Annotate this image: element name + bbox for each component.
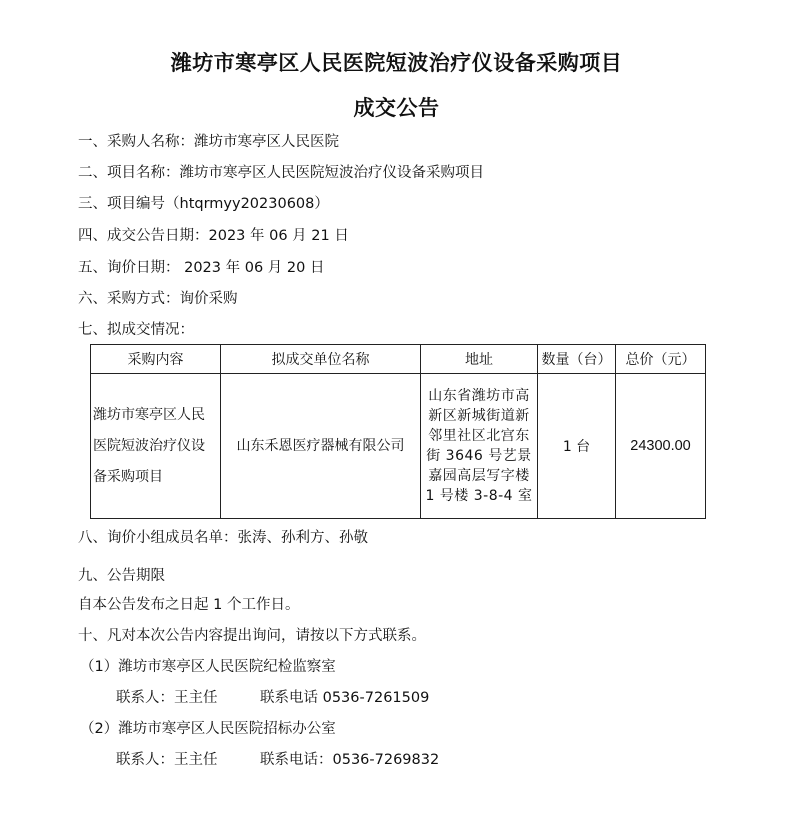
header-address: 地址 bbox=[421, 345, 538, 374]
cell-address: 山东省潍坊市高新区新城街道新邻里社区北宫东街 3646 号艺景嘉园高层写字楼 1 号楼 3-8-4 室 bbox=[421, 374, 538, 519]
contact-org-1: （1）潍坊市寒亭区人民医院纪检监察室 bbox=[80, 659, 336, 675]
header-vendor-name: 拟成交单位名称 bbox=[221, 345, 421, 374]
cell-procurement-content: 潍坊市寒亭区人民医院短波治疗仪设备采购项目 bbox=[91, 374, 221, 519]
announcement-date-line: 四、成交公告日期：2023 年 06 月 21 日 bbox=[78, 228, 349, 244]
procurement-method-line: 六、采购方式：询价采购 bbox=[78, 291, 238, 307]
header-total-price: 总价（元） bbox=[616, 345, 706, 374]
contact-person-1: 联系人：王主任 bbox=[116, 690, 218, 706]
contact-person-2: 联系人：王主任 bbox=[116, 752, 218, 768]
cell-total-price: 24300.00 bbox=[616, 374, 706, 519]
contact-info-heading: 十、凡对本次公告内容提出询问，请按以下方式联系。 bbox=[78, 628, 426, 644]
cell-quantity: 1 台 bbox=[538, 374, 616, 519]
table-row bbox=[91, 374, 706, 519]
notice-period-heading: 九、公告期限 bbox=[78, 568, 165, 584]
header-quantity: 数量（台） bbox=[538, 345, 616, 374]
contact-org-2: （2）潍坊市寒亭区人民医院招标办公室 bbox=[80, 721, 336, 737]
inquiry-date-line: 五、询价日期： 2023 年 06 月 20 日 bbox=[78, 260, 325, 276]
contact-phone-1: 联系电话 0536-7261509 bbox=[260, 690, 430, 706]
project-name-line: 二、项目名称：潍坊市寒亭区人民医院短波治疗仪设备采购项目 bbox=[78, 165, 484, 181]
document-title: 潍坊市寒亭区人民医院短波治疗仪设备采购项目 bbox=[170, 50, 623, 75]
contact-phone-2: 联系电话：0536-7269832 bbox=[260, 752, 440, 768]
purchaser-name-line: 一、采购人名称：潍坊市寒亭区人民医院 bbox=[78, 134, 339, 150]
project-number-line: 三、项目编号（htqrmyy20230608） bbox=[78, 196, 329, 212]
transaction-table bbox=[90, 344, 706, 519]
notice-period-body: 自本公告发布之日起 1 个工作日。 bbox=[78, 597, 300, 613]
proposed-transaction-heading: 七、拟成交情况： bbox=[78, 322, 194, 338]
cell-vendor-name: 山东禾恩医疗器械有限公司 bbox=[221, 374, 421, 519]
inquiry-panel-members-line: 八、询价小组成员名单：张涛、孙利方、孙敬 bbox=[78, 530, 368, 546]
document-subtitle: 成交公告 bbox=[353, 95, 440, 120]
table-header-row bbox=[91, 345, 706, 374]
header-procurement-content: 采购内容 bbox=[91, 345, 221, 374]
